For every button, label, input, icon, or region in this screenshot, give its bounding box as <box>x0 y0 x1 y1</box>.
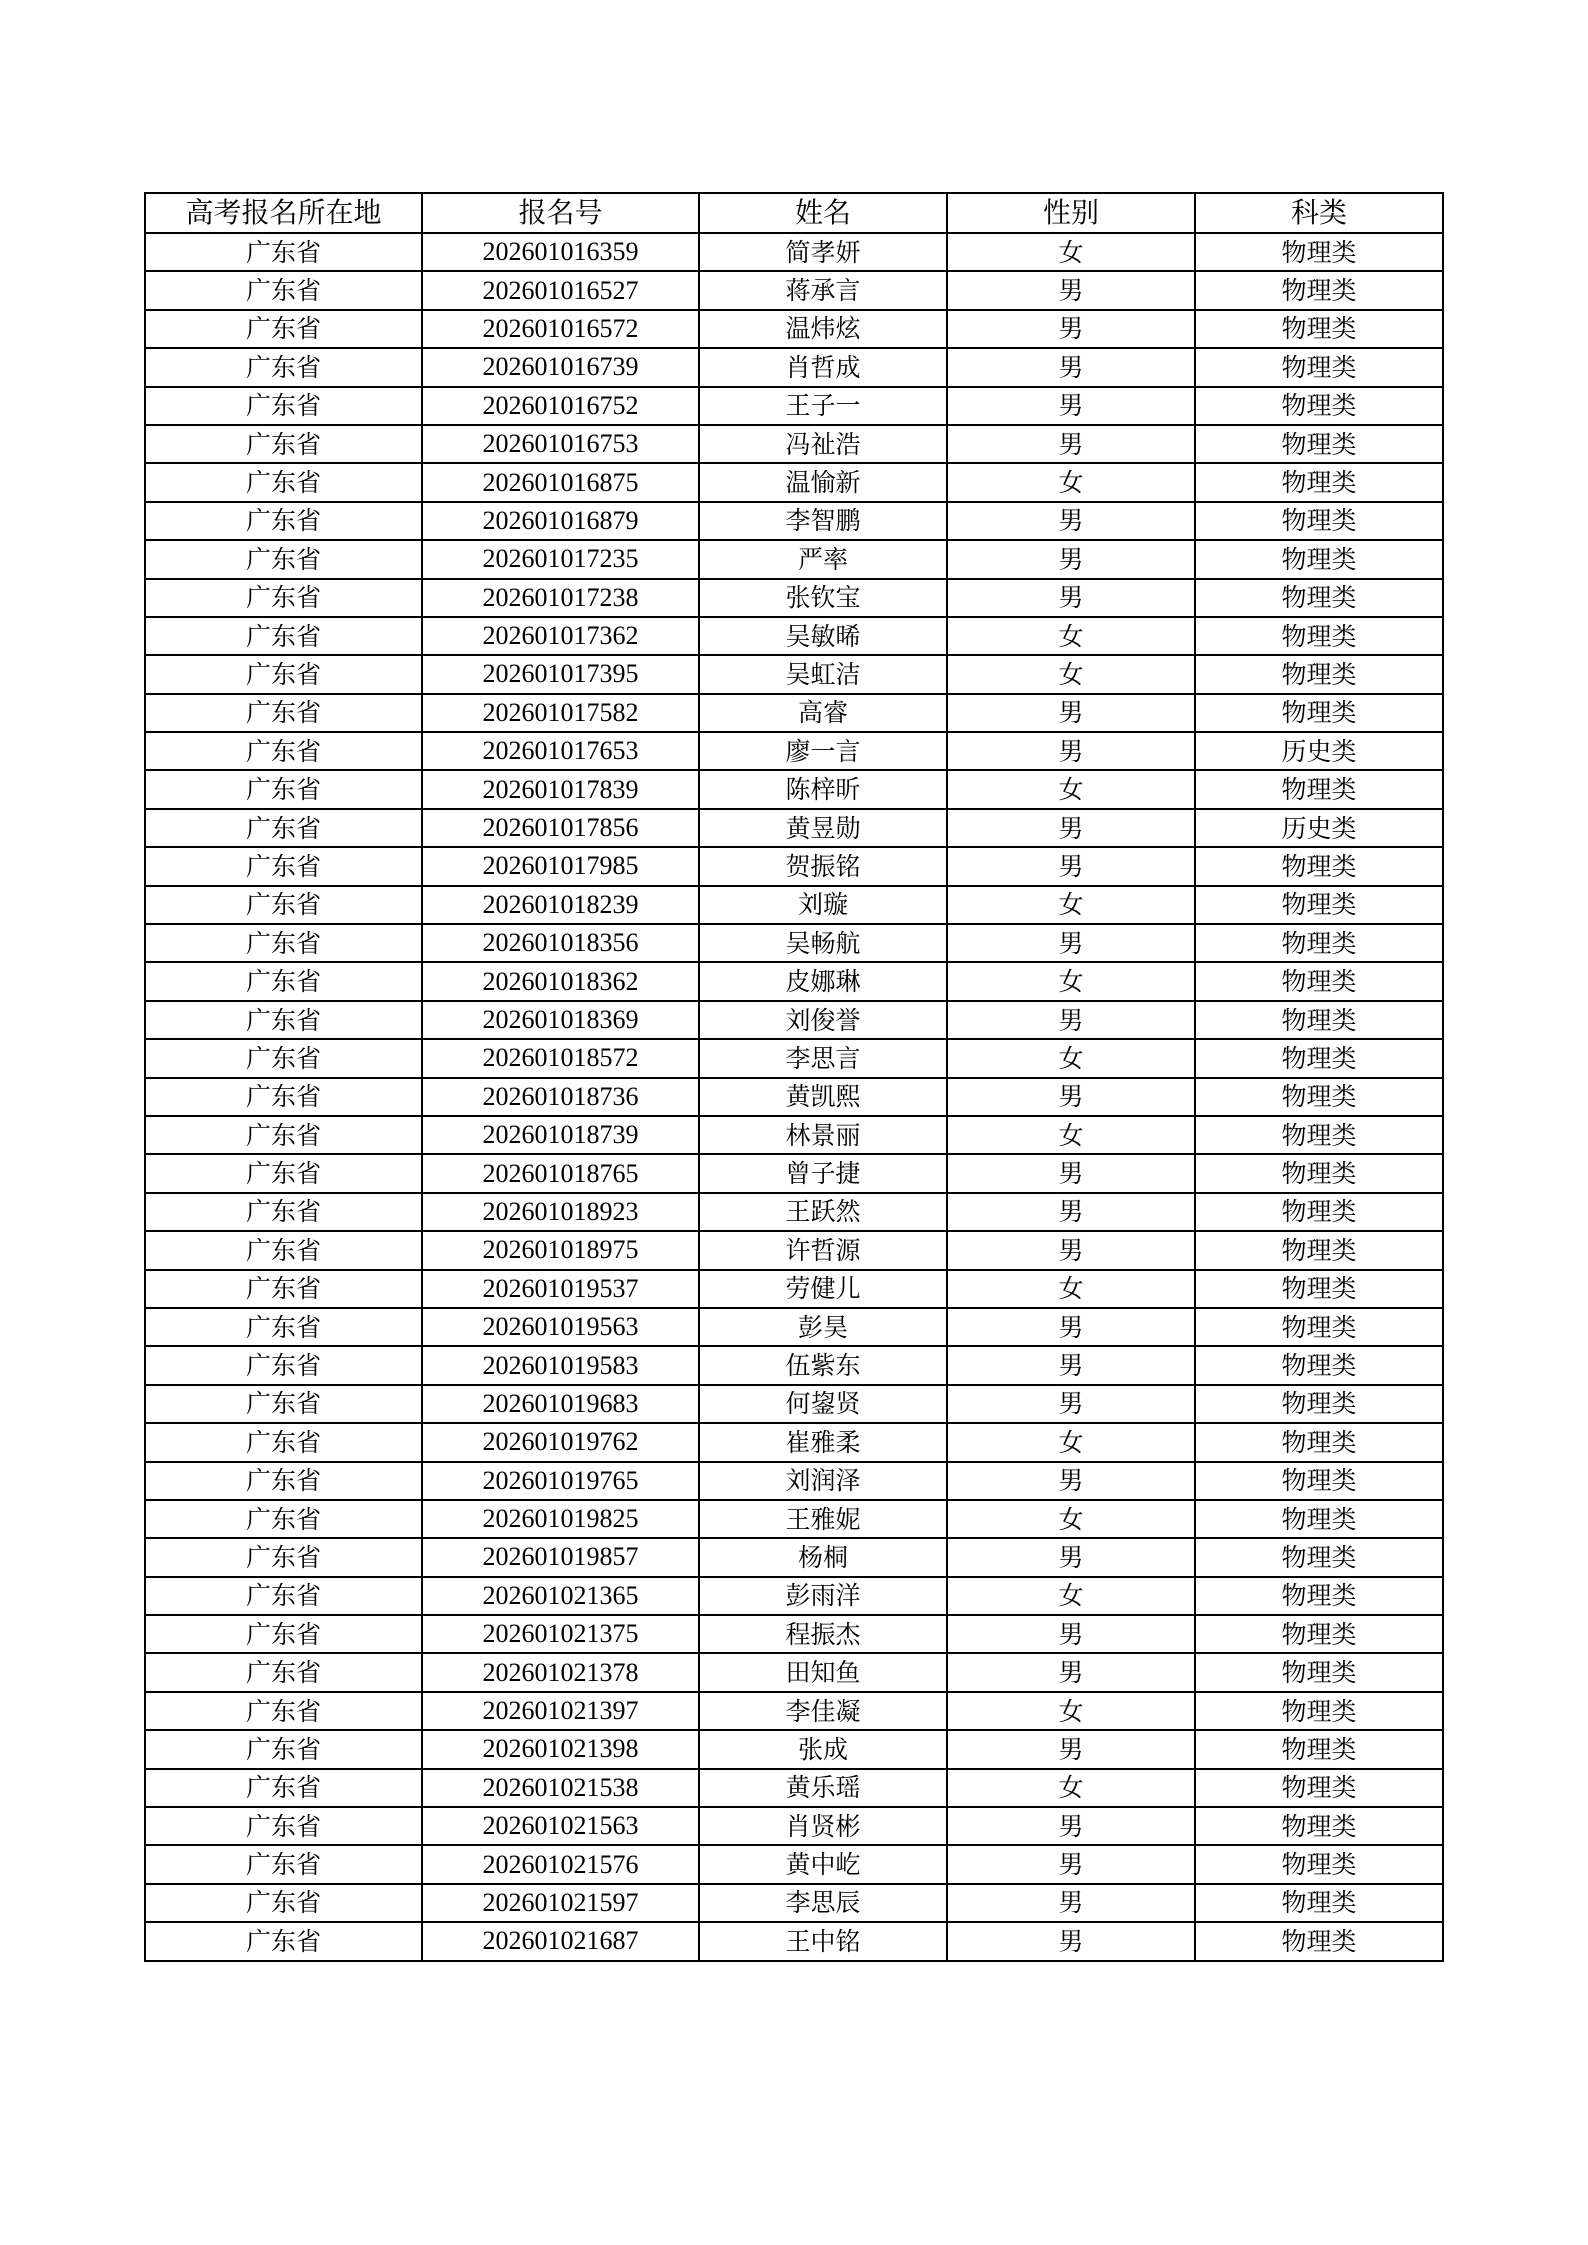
cell-registration-number: 202601018362 <box>422 962 699 1000</box>
cell-name: 伍紫东 <box>699 1346 947 1384</box>
header-region: 高考报名所在地 <box>145 193 422 233</box>
cell-subject-category: 物理类 <box>1195 655 1443 693</box>
cell-region: 广东省 <box>145 732 422 770</box>
cell-gender: 男 <box>947 809 1195 847</box>
cell-subject-category: 物理类 <box>1195 463 1443 501</box>
cell-subject-category: 物理类 <box>1195 502 1443 540</box>
cell-region: 广东省 <box>145 1193 422 1231</box>
cell-name: 程振杰 <box>699 1615 947 1653</box>
cell-gender: 女 <box>947 962 1195 1000</box>
table-row <box>145 1270 1443 1308</box>
cell-region: 广东省 <box>145 1231 422 1269</box>
cell-registration-number: 202601021365 <box>422 1577 699 1615</box>
cell-region: 广东省 <box>145 425 422 463</box>
table-row <box>145 271 1443 309</box>
cell-name: 李思辰 <box>699 1884 947 1922</box>
cell-region: 广东省 <box>145 770 422 808</box>
cell-subject-category: 物理类 <box>1195 1807 1443 1845</box>
cell-subject-category: 物理类 <box>1195 1538 1443 1576</box>
cell-name: 王跃然 <box>699 1193 947 1231</box>
cell-subject-category: 物理类 <box>1195 1615 1443 1653</box>
cell-gender: 女 <box>947 655 1195 693</box>
table-row <box>145 1845 1443 1883</box>
table-row <box>145 540 1443 578</box>
cell-gender: 男 <box>947 425 1195 463</box>
table-header <box>145 193 1443 233</box>
cell-region: 广东省 <box>145 1730 422 1768</box>
table-row <box>145 1884 1443 1922</box>
cell-subject-category: 物理类 <box>1195 770 1443 808</box>
cell-registration-number: 202601016359 <box>422 233 699 271</box>
cell-name: 温炜炫 <box>699 310 947 348</box>
table-row <box>145 1001 1443 1039</box>
cell-registration-number: 202601019765 <box>422 1462 699 1500</box>
cell-gender: 女 <box>947 770 1195 808</box>
cell-name: 刘璇 <box>699 886 947 924</box>
cell-gender: 女 <box>947 1692 1195 1730</box>
cell-subject-category: 物理类 <box>1195 1001 1443 1039</box>
cell-subject-category: 物理类 <box>1195 1423 1443 1461</box>
cell-subject-category: 物理类 <box>1195 1692 1443 1730</box>
cell-gender: 女 <box>947 886 1195 924</box>
cell-region: 广东省 <box>145 233 422 271</box>
cell-gender: 男 <box>947 1730 1195 1768</box>
cell-region: 广东省 <box>145 1769 422 1807</box>
cell-registration-number: 202601018369 <box>422 1001 699 1039</box>
cell-name: 吴敏晞 <box>699 617 947 655</box>
cell-gender: 男 <box>947 1154 1195 1192</box>
cell-region: 广东省 <box>145 1385 422 1423</box>
cell-subject-category: 物理类 <box>1195 1116 1443 1154</box>
header-gender: 性别 <box>947 193 1195 233</box>
cell-subject-category: 物理类 <box>1195 1653 1443 1691</box>
cell-registration-number: 202601018356 <box>422 924 699 962</box>
cell-registration-number: 202601017395 <box>422 655 699 693</box>
cell-name: 严率 <box>699 540 947 578</box>
cell-gender: 男 <box>947 579 1195 617</box>
table-row <box>145 1308 1443 1346</box>
table-row <box>145 425 1443 463</box>
cell-subject-category: 物理类 <box>1195 1193 1443 1231</box>
cell-gender: 男 <box>947 1615 1195 1653</box>
cell-registration-number: 202601017235 <box>422 540 699 578</box>
cell-registration-number: 202601018239 <box>422 886 699 924</box>
table-row <box>145 847 1443 885</box>
cell-registration-number: 202601021397 <box>422 1692 699 1730</box>
cell-registration-number: 202601021687 <box>422 1922 699 1960</box>
cell-gender: 女 <box>947 463 1195 501</box>
table-row <box>145 310 1443 348</box>
cell-subject-category: 物理类 <box>1195 694 1443 732</box>
cell-name: 冯祉浩 <box>699 425 947 463</box>
table-row <box>145 1769 1443 1807</box>
cell-registration-number: 202601019683 <box>422 1385 699 1423</box>
cell-gender: 男 <box>947 348 1195 386</box>
cell-region: 广东省 <box>145 694 422 732</box>
cell-region: 广东省 <box>145 387 422 425</box>
cell-subject-category: 物理类 <box>1195 1577 1443 1615</box>
cell-region: 广东省 <box>145 1615 422 1653</box>
cell-region: 广东省 <box>145 310 422 348</box>
cell-region: 广东省 <box>145 1346 422 1384</box>
cell-subject-category: 物理类 <box>1195 348 1443 386</box>
cell-region: 广东省 <box>145 540 422 578</box>
cell-registration-number: 202601017839 <box>422 770 699 808</box>
cell-subject-category: 物理类 <box>1195 1346 1443 1384</box>
cell-gender: 男 <box>947 1807 1195 1845</box>
cell-region: 广东省 <box>145 1078 422 1116</box>
table-row <box>145 387 1443 425</box>
cell-subject-category: 物理类 <box>1195 271 1443 309</box>
cell-subject-category: 物理类 <box>1195 1922 1443 1960</box>
header-name: 姓名 <box>699 193 947 233</box>
cell-subject-category: 物理类 <box>1195 1845 1443 1883</box>
cell-registration-number: 202601021538 <box>422 1769 699 1807</box>
cell-name: 何鋆贤 <box>699 1385 947 1423</box>
cell-region: 广东省 <box>145 924 422 962</box>
cell-registration-number: 202601021398 <box>422 1730 699 1768</box>
cell-region: 广东省 <box>145 617 422 655</box>
cell-gender: 女 <box>947 617 1195 655</box>
table-row <box>145 962 1443 1000</box>
cell-name: 黄凯熙 <box>699 1078 947 1116</box>
cell-registration-number: 202601016879 <box>422 502 699 540</box>
cell-name: 田知鱼 <box>699 1653 947 1691</box>
table-row <box>145 463 1443 501</box>
cell-region: 广东省 <box>145 962 422 1000</box>
cell-registration-number: 202601016527 <box>422 271 699 309</box>
cell-name: 李思言 <box>699 1039 947 1077</box>
table-row <box>145 617 1443 655</box>
cell-gender: 男 <box>947 924 1195 962</box>
cell-region: 广东省 <box>145 847 422 885</box>
cell-region: 广东省 <box>145 1538 422 1576</box>
cell-name: 李佳凝 <box>699 1692 947 1730</box>
cell-registration-number: 202601017856 <box>422 809 699 847</box>
cell-region: 广东省 <box>145 1270 422 1308</box>
cell-region: 广东省 <box>145 271 422 309</box>
cell-gender: 男 <box>947 271 1195 309</box>
cell-region: 广东省 <box>145 1577 422 1615</box>
cell-name: 崔雅柔 <box>699 1423 947 1461</box>
table-row <box>145 1039 1443 1077</box>
cell-gender: 男 <box>947 847 1195 885</box>
table-row <box>145 1193 1443 1231</box>
cell-name: 王雅妮 <box>699 1500 947 1538</box>
cell-gender: 女 <box>947 1577 1195 1615</box>
cell-registration-number: 202601017582 <box>422 694 699 732</box>
cell-subject-category: 物理类 <box>1195 425 1443 463</box>
cell-region: 广东省 <box>145 1692 422 1730</box>
cell-region: 广东省 <box>145 1884 422 1922</box>
cell-registration-number: 202601021563 <box>422 1807 699 1845</box>
cell-region: 广东省 <box>145 809 422 847</box>
header-row <box>145 193 1443 233</box>
cell-gender: 男 <box>947 1308 1195 1346</box>
table-row <box>145 1807 1443 1845</box>
cell-subject-category: 物理类 <box>1195 1385 1443 1423</box>
cell-region: 广东省 <box>145 463 422 501</box>
cell-gender: 男 <box>947 1653 1195 1691</box>
cell-subject-category: 物理类 <box>1195 924 1443 962</box>
cell-region: 广东省 <box>145 1807 422 1845</box>
roster-table <box>144 192 1444 1962</box>
cell-region: 广东省 <box>145 655 422 693</box>
table-row <box>145 1538 1443 1576</box>
cell-name: 曾子捷 <box>699 1154 947 1192</box>
table-row <box>145 1078 1443 1116</box>
cell-subject-category: 物理类 <box>1195 1500 1443 1538</box>
cell-registration-number: 202601018975 <box>422 1231 699 1269</box>
table-row <box>145 1730 1443 1768</box>
cell-name: 肖贤彬 <box>699 1807 947 1845</box>
cell-gender: 男 <box>947 502 1195 540</box>
cell-registration-number: 202601018572 <box>422 1039 699 1077</box>
cell-subject-category: 物理类 <box>1195 1462 1443 1500</box>
cell-gender: 男 <box>947 1385 1195 1423</box>
cell-name: 皮娜琳 <box>699 962 947 1000</box>
table-row <box>145 348 1443 386</box>
cell-name: 林景丽 <box>699 1116 947 1154</box>
table-row <box>145 1577 1443 1615</box>
table-row <box>145 655 1443 693</box>
table-row <box>145 1615 1443 1653</box>
cell-name: 杨桐 <box>699 1538 947 1576</box>
table-row <box>145 1231 1443 1269</box>
cell-subject-category: 物理类 <box>1195 1730 1443 1768</box>
header-registration-number: 报名号 <box>422 193 699 233</box>
cell-name: 吴畅航 <box>699 924 947 962</box>
cell-registration-number: 202601018765 <box>422 1154 699 1192</box>
cell-name: 王中铭 <box>699 1922 947 1960</box>
cell-registration-number: 202601019825 <box>422 1500 699 1538</box>
table-body <box>145 233 1443 1961</box>
cell-gender: 男 <box>947 1193 1195 1231</box>
table-row <box>145 1692 1443 1730</box>
cell-subject-category: 历史类 <box>1195 732 1443 770</box>
cell-subject-category: 物理类 <box>1195 540 1443 578</box>
cell-registration-number: 202601019857 <box>422 1538 699 1576</box>
cell-gender: 女 <box>947 1039 1195 1077</box>
table-row <box>145 1154 1443 1192</box>
cell-subject-category: 物理类 <box>1195 847 1443 885</box>
cell-region: 广东省 <box>145 579 422 617</box>
cell-registration-number: 202601016875 <box>422 463 699 501</box>
cell-subject-category: 物理类 <box>1195 617 1443 655</box>
cell-name: 高睿 <box>699 694 947 732</box>
cell-name: 吴虹洁 <box>699 655 947 693</box>
cell-gender: 男 <box>947 694 1195 732</box>
cell-subject-category: 历史类 <box>1195 809 1443 847</box>
cell-subject-category: 物理类 <box>1195 962 1443 1000</box>
cell-subject-category: 物理类 <box>1195 1884 1443 1922</box>
cell-region: 广东省 <box>145 1500 422 1538</box>
table-row <box>145 1653 1443 1691</box>
cell-registration-number: 202601017362 <box>422 617 699 655</box>
cell-registration-number: 202601016753 <box>422 425 699 463</box>
cell-registration-number: 202601021378 <box>422 1653 699 1691</box>
cell-registration-number: 202601017653 <box>422 732 699 770</box>
cell-registration-number: 202601018736 <box>422 1078 699 1116</box>
cell-name: 王子一 <box>699 387 947 425</box>
cell-gender: 男 <box>947 1884 1195 1922</box>
cell-registration-number: 202601019537 <box>422 1270 699 1308</box>
cell-gender: 男 <box>947 1346 1195 1384</box>
cell-region: 广东省 <box>145 1845 422 1883</box>
cell-registration-number: 202601016739 <box>422 348 699 386</box>
table-row <box>145 1116 1443 1154</box>
cell-name: 彭昊 <box>699 1308 947 1346</box>
cell-subject-category: 物理类 <box>1195 387 1443 425</box>
cell-region: 广东省 <box>145 1462 422 1500</box>
cell-name: 廖一言 <box>699 732 947 770</box>
cell-subject-category: 物理类 <box>1195 579 1443 617</box>
cell-name: 温愉新 <box>699 463 947 501</box>
table-row <box>145 1423 1443 1461</box>
cell-gender: 男 <box>947 732 1195 770</box>
table-row <box>145 233 1443 271</box>
cell-gender: 男 <box>947 310 1195 348</box>
cell-gender: 男 <box>947 387 1195 425</box>
cell-name: 李智鹏 <box>699 502 947 540</box>
cell-gender: 女 <box>947 1500 1195 1538</box>
cell-name: 张钦宝 <box>699 579 947 617</box>
cell-name: 彭雨洋 <box>699 1577 947 1615</box>
cell-gender: 女 <box>947 1423 1195 1461</box>
table-row <box>145 809 1443 847</box>
cell-subject-category: 物理类 <box>1195 1231 1443 1269</box>
cell-gender: 男 <box>947 540 1195 578</box>
cell-name: 刘俊誉 <box>699 1001 947 1039</box>
cell-name: 蒋承言 <box>699 271 947 309</box>
cell-gender: 男 <box>947 1538 1195 1576</box>
cell-name: 许哲源 <box>699 1231 947 1269</box>
cell-name: 陈梓昕 <box>699 770 947 808</box>
cell-subject-category: 物理类 <box>1195 233 1443 271</box>
table-row <box>145 886 1443 924</box>
cell-name: 黄中屹 <box>699 1845 947 1883</box>
cell-subject-category: 物理类 <box>1195 886 1443 924</box>
cell-registration-number: 202601017985 <box>422 847 699 885</box>
table-row <box>145 1346 1443 1384</box>
cell-registration-number: 202601021576 <box>422 1845 699 1883</box>
cell-region: 广东省 <box>145 1154 422 1192</box>
table-row <box>145 770 1443 808</box>
cell-gender: 女 <box>947 1116 1195 1154</box>
cell-gender: 男 <box>947 1231 1195 1269</box>
cell-name: 简孝妍 <box>699 233 947 271</box>
header-subject-category: 科类 <box>1195 193 1443 233</box>
table-row <box>145 579 1443 617</box>
table-row <box>145 1385 1443 1423</box>
table-row <box>145 1922 1443 1960</box>
cell-gender: 女 <box>947 1769 1195 1807</box>
cell-subject-category: 物理类 <box>1195 1154 1443 1192</box>
cell-region: 广东省 <box>145 502 422 540</box>
cell-region: 广东省 <box>145 1116 422 1154</box>
cell-name: 贺振铭 <box>699 847 947 885</box>
cell-gender: 女 <box>947 233 1195 271</box>
cell-registration-number: 202601019563 <box>422 1308 699 1346</box>
cell-region: 广东省 <box>145 1001 422 1039</box>
cell-region: 广东省 <box>145 348 422 386</box>
cell-name: 肖哲成 <box>699 348 947 386</box>
cell-registration-number: 202601017238 <box>422 579 699 617</box>
cell-region: 广东省 <box>145 1039 422 1077</box>
cell-name: 黄昱勋 <box>699 809 947 847</box>
table-row <box>145 502 1443 540</box>
cell-registration-number: 202601019762 <box>422 1423 699 1461</box>
cell-subject-category: 物理类 <box>1195 1078 1443 1116</box>
cell-registration-number: 202601018923 <box>422 1193 699 1231</box>
cell-registration-number: 202601018739 <box>422 1116 699 1154</box>
table-row <box>145 1500 1443 1538</box>
cell-name: 刘润泽 <box>699 1462 947 1500</box>
table-row <box>145 694 1443 732</box>
cell-region: 广东省 <box>145 1922 422 1960</box>
table-row <box>145 732 1443 770</box>
table-row <box>145 924 1443 962</box>
table-row <box>145 1462 1443 1500</box>
cell-gender: 男 <box>947 1078 1195 1116</box>
cell-registration-number: 202601016572 <box>422 310 699 348</box>
cell-subject-category: 物理类 <box>1195 1039 1443 1077</box>
cell-gender: 男 <box>947 1001 1195 1039</box>
cell-subject-category: 物理类 <box>1195 1769 1443 1807</box>
cell-gender: 男 <box>947 1922 1195 1960</box>
cell-subject-category: 物理类 <box>1195 310 1443 348</box>
cell-gender: 女 <box>947 1270 1195 1308</box>
cell-registration-number: 202601021597 <box>422 1884 699 1922</box>
cell-name: 劳健儿 <box>699 1270 947 1308</box>
cell-subject-category: 物理类 <box>1195 1270 1443 1308</box>
cell-subject-category: 物理类 <box>1195 1308 1443 1346</box>
cell-gender: 男 <box>947 1845 1195 1883</box>
cell-region: 广东省 <box>145 1653 422 1691</box>
cell-gender: 男 <box>947 1462 1195 1500</box>
cell-registration-number: 202601019583 <box>422 1346 699 1384</box>
cell-name: 黄乐瑶 <box>699 1769 947 1807</box>
cell-registration-number: 202601021375 <box>422 1615 699 1653</box>
cell-region: 广东省 <box>145 1308 422 1346</box>
cell-registration-number: 202601016752 <box>422 387 699 425</box>
cell-name: 张成 <box>699 1730 947 1768</box>
cell-region: 广东省 <box>145 1423 422 1461</box>
cell-region: 广东省 <box>145 886 422 924</box>
